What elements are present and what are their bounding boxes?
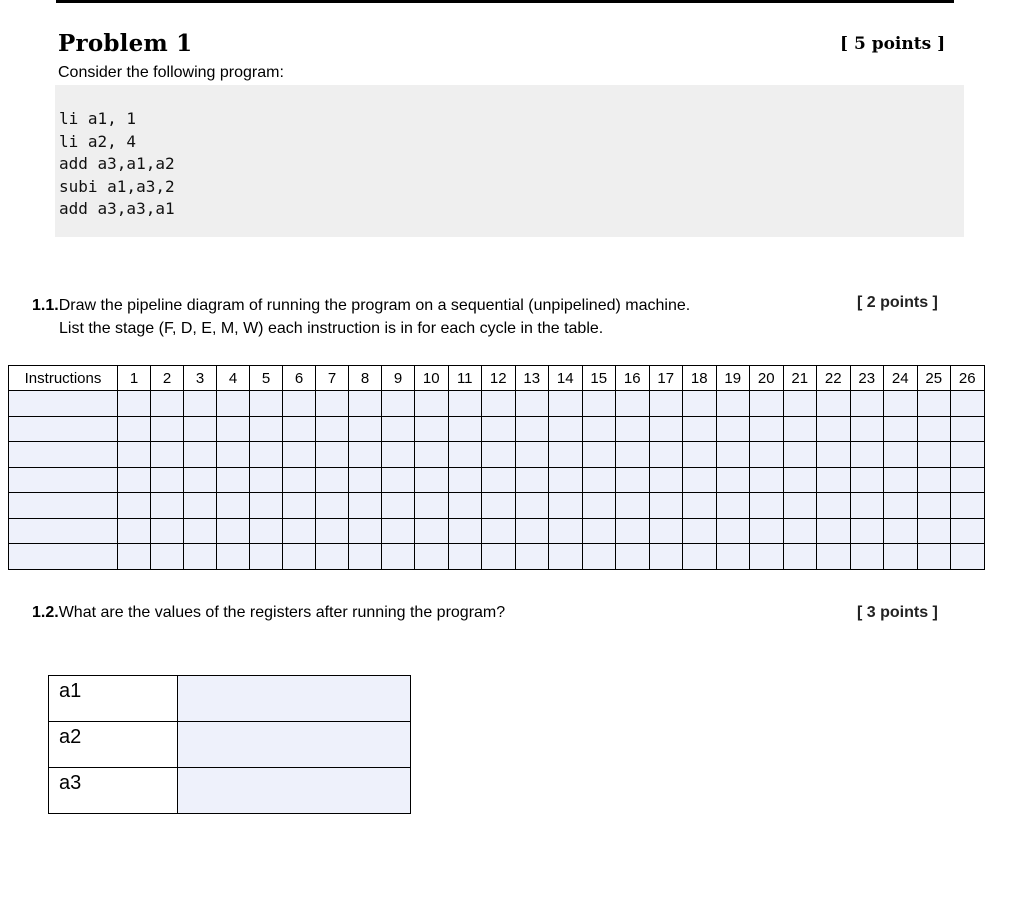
instruction-cell[interactable]	[9, 416, 118, 442]
stage-cell[interactable]	[515, 467, 549, 493]
stage-cell[interactable]	[783, 467, 817, 493]
stage-cell[interactable]	[683, 416, 717, 442]
instructions-header: Instructions	[9, 366, 118, 391]
cycle-header: 25	[917, 366, 951, 391]
cycle-header: 15	[582, 366, 616, 391]
stage-cell[interactable]	[582, 518, 616, 544]
question-1-2-points: [ 3 points ]	[857, 604, 938, 621]
stage-cell[interactable]	[783, 442, 817, 468]
stage-cell[interactable]	[549, 391, 583, 417]
question-number: 1.1.	[32, 297, 59, 314]
question-text: Draw the pipeline diagram of running the program on a sequential (unpipelined) machine.	[58, 297, 691, 314]
stage-cell[interactable]	[283, 391, 316, 417]
cycle-header: 17	[649, 366, 683, 391]
question-text-2: List the stage (F, D, E, M, W) each instruction is in for each cycle in the table.	[59, 320, 604, 337]
register-row	[49, 768, 411, 814]
stage-cell[interactable]	[217, 518, 250, 544]
stage-cell[interactable]	[850, 442, 884, 468]
cycle-header: 3	[184, 366, 217, 391]
stage-cell[interactable]	[817, 467, 851, 493]
stage-cell[interactable]	[716, 544, 750, 570]
stage-cell[interactable]	[783, 416, 817, 442]
code-line: li a1, 1	[59, 109, 137, 128]
stage-cell[interactable]	[151, 416, 184, 442]
stage-cell[interactable]	[884, 416, 918, 442]
stage-cell[interactable]	[649, 416, 683, 442]
stage-cell[interactable]	[917, 442, 951, 468]
stage-cell[interactable]	[951, 518, 985, 544]
stage-cell[interactable]	[817, 518, 851, 544]
stage-cell[interactable]	[316, 391, 349, 417]
stage-cell[interactable]	[649, 442, 683, 468]
stage-cell[interactable]	[316, 544, 349, 570]
stage-cell[interactable]	[549, 467, 583, 493]
stage-cell[interactable]	[151, 442, 184, 468]
stage-cell[interactable]	[482, 442, 516, 468]
question-1-1	[32, 294, 690, 340]
stage-cell[interactable]	[716, 391, 750, 417]
cycle-header: 26	[951, 366, 985, 391]
register-name: a1	[49, 676, 178, 722]
stage-cell[interactable]	[817, 391, 851, 417]
table-row	[9, 442, 985, 468]
stage-cell[interactable]	[616, 442, 650, 468]
stage-cell[interactable]	[184, 493, 217, 519]
stage-cell[interactable]	[448, 493, 482, 519]
stage-cell[interactable]	[382, 442, 415, 468]
stage-cell[interactable]	[850, 391, 884, 417]
stage-cell[interactable]	[616, 467, 650, 493]
stage-cell[interactable]	[283, 416, 316, 442]
stage-cell[interactable]	[415, 493, 449, 519]
stage-cell[interactable]	[515, 544, 549, 570]
table-row	[9, 467, 985, 493]
cycle-header: 14	[549, 366, 583, 391]
table-row	[9, 518, 985, 544]
cycle-header: 2	[151, 366, 184, 391]
pipeline-table	[8, 365, 985, 570]
stage-cell[interactable]	[616, 416, 650, 442]
stage-cell[interactable]	[817, 493, 851, 519]
stage-cell[interactable]	[750, 467, 784, 493]
stage-cell[interactable]	[482, 544, 516, 570]
stage-cell[interactable]	[415, 391, 449, 417]
stage-cell[interactable]	[616, 518, 650, 544]
stage-cell[interactable]	[850, 416, 884, 442]
stage-cell[interactable]	[217, 416, 250, 442]
stage-cell[interactable]	[917, 493, 951, 519]
stage-cell[interactable]	[415, 544, 449, 570]
cycle-header: 12	[482, 366, 516, 391]
stage-cell[interactable]	[283, 518, 316, 544]
stage-cell[interactable]	[482, 391, 516, 417]
stage-cell[interactable]	[415, 442, 449, 468]
question-1-2	[32, 604, 505, 622]
stage-cell[interactable]	[817, 416, 851, 442]
stage-cell[interactable]	[217, 467, 250, 493]
stage-cell[interactable]	[884, 544, 918, 570]
table-header-row	[9, 366, 985, 391]
cycle-header: 6	[283, 366, 316, 391]
stage-cell[interactable]	[783, 493, 817, 519]
problem-intro: Consider the following program:	[58, 64, 284, 81]
stage-cell[interactable]	[283, 493, 316, 519]
stage-cell[interactable]	[382, 416, 415, 442]
stage-cell[interactable]	[482, 416, 516, 442]
stage-cell[interactable]	[683, 544, 717, 570]
cycle-header: 19	[716, 366, 750, 391]
stage-cell[interactable]	[649, 518, 683, 544]
register-row	[49, 676, 411, 722]
stage-cell[interactable]	[649, 391, 683, 417]
stage-cell[interactable]	[884, 518, 918, 544]
register-value-field[interactable]	[178, 676, 411, 722]
stage-cell[interactable]	[616, 391, 650, 417]
stage-cell[interactable]	[250, 391, 283, 417]
problem-title: Problem 1	[58, 30, 193, 57]
stage-cell[interactable]	[217, 493, 250, 519]
cycle-header: 23	[850, 366, 884, 391]
stage-cell[interactable]	[448, 518, 482, 544]
stage-cell[interactable]	[349, 493, 382, 519]
table-row	[9, 493, 985, 519]
stage-cell[interactable]	[750, 544, 784, 570]
stage-cell[interactable]	[316, 416, 349, 442]
stage-cell[interactable]	[151, 493, 184, 519]
stage-cell[interactable]	[448, 416, 482, 442]
stage-cell[interactable]	[649, 467, 683, 493]
stage-cell[interactable]	[582, 391, 616, 417]
stage-cell[interactable]	[549, 493, 583, 519]
instruction-cell[interactable]	[9, 493, 118, 519]
stage-cell[interactable]	[382, 518, 415, 544]
registers-table	[48, 675, 411, 814]
stage-cell[interactable]	[683, 467, 717, 493]
stage-cell[interactable]	[151, 544, 184, 570]
stage-cell[interactable]	[349, 467, 382, 493]
stage-cell[interactable]	[250, 544, 283, 570]
stage-cell[interactable]	[649, 544, 683, 570]
stage-cell[interactable]	[850, 493, 884, 519]
register-name: a3	[49, 768, 178, 814]
stage-cell[interactable]	[250, 442, 283, 468]
stage-cell[interactable]	[750, 493, 784, 519]
stage-cell[interactable]	[951, 442, 985, 468]
stage-cell[interactable]	[118, 518, 151, 544]
stage-cell[interactable]	[316, 467, 349, 493]
stage-cell[interactable]	[817, 442, 851, 468]
stage-cell[interactable]	[349, 544, 382, 570]
stage-cell[interactable]	[783, 391, 817, 417]
stage-cell[interactable]	[250, 493, 283, 519]
cycle-header: 1	[118, 366, 151, 391]
stage-cell[interactable]	[448, 391, 482, 417]
cycle-header: 18	[683, 366, 717, 391]
stage-cell[interactable]	[716, 442, 750, 468]
stage-cell[interactable]	[917, 391, 951, 417]
stage-cell[interactable]	[515, 442, 549, 468]
cycle-header: 13	[515, 366, 549, 391]
code-line: add a3,a3,a1	[59, 199, 175, 218]
stage-cell[interactable]	[151, 467, 184, 493]
instruction-cell[interactable]	[9, 391, 118, 417]
code-line: li a2, 4	[59, 131, 137, 151]
stage-cell[interactable]	[151, 518, 184, 544]
stage-cell[interactable]	[217, 442, 250, 468]
stage-cell[interactable]	[382, 544, 415, 570]
cycle-header: 16	[616, 366, 650, 391]
stage-cell[interactable]	[382, 493, 415, 519]
table-row	[9, 416, 985, 442]
stage-cell[interactable]	[382, 467, 415, 493]
cycle-header: 20	[750, 366, 784, 391]
stage-cell[interactable]	[515, 391, 549, 417]
stage-cell[interactable]	[817, 544, 851, 570]
stage-cell[interactable]	[448, 467, 482, 493]
register-row	[49, 722, 411, 768]
stage-cell[interactable]	[349, 518, 382, 544]
stage-cell[interactable]	[917, 416, 951, 442]
stage-cell[interactable]	[184, 467, 217, 493]
stage-cell[interactable]	[549, 518, 583, 544]
stage-cell[interactable]	[515, 416, 549, 442]
stage-cell[interactable]	[750, 518, 784, 544]
stage-cell[interactable]	[118, 544, 151, 570]
stage-cell[interactable]	[316, 442, 349, 468]
stage-cell[interactable]	[750, 416, 784, 442]
instruction-cell[interactable]	[9, 467, 118, 493]
cycle-header: 5	[250, 366, 283, 391]
stage-cell[interactable]	[184, 518, 217, 544]
cycle-header: 10	[415, 366, 449, 391]
stage-cell[interactable]	[316, 518, 349, 544]
stage-cell[interactable]	[783, 518, 817, 544]
stage-cell[interactable]	[716, 467, 750, 493]
instruction-cell[interactable]	[9, 442, 118, 468]
cycle-header: 7	[316, 366, 349, 391]
stage-cell[interactable]	[951, 416, 985, 442]
stage-cell[interactable]	[582, 416, 616, 442]
stage-cell[interactable]	[683, 493, 717, 519]
stage-cell[interactable]	[616, 493, 650, 519]
stage-cell[interactable]	[683, 442, 717, 468]
stage-cell[interactable]	[184, 416, 217, 442]
stage-cell[interactable]	[884, 467, 918, 493]
stage-cell[interactable]	[283, 544, 316, 570]
stage-cell[interactable]	[415, 518, 449, 544]
table-row	[9, 391, 985, 417]
register-value-field[interactable]	[178, 768, 411, 814]
stage-cell[interactable]	[582, 544, 616, 570]
question-text: What are the values of the registers after running the program?	[58, 604, 506, 621]
stage-cell[interactable]	[683, 391, 717, 417]
stage-cell[interactable]	[515, 518, 549, 544]
code-block	[55, 85, 964, 237]
stage-cell[interactable]	[884, 391, 918, 417]
program-listing	[59, 108, 175, 221]
top-rule	[56, 0, 954, 3]
problem-points: [ 5 points ]	[840, 34, 946, 54]
register-name: a2	[49, 722, 178, 768]
instruction-cell[interactable]	[9, 518, 118, 544]
stage-cell[interactable]	[382, 391, 415, 417]
stage-cell[interactable]	[118, 442, 151, 468]
stage-cell[interactable]	[118, 391, 151, 417]
stage-cell[interactable]	[118, 467, 151, 493]
stage-cell[interactable]	[850, 544, 884, 570]
instruction-cell[interactable]	[9, 544, 118, 570]
stage-cell[interactable]	[151, 391, 184, 417]
stage-cell[interactable]	[283, 442, 316, 468]
stage-cell[interactable]	[716, 518, 750, 544]
stage-cell[interactable]	[716, 416, 750, 442]
stage-cell[interactable]	[683, 518, 717, 544]
code-line: add a3,a1,a2	[59, 154, 175, 173]
stage-cell[interactable]	[250, 467, 283, 493]
stage-cell[interactable]	[951, 544, 985, 570]
stage-cell[interactable]	[349, 416, 382, 442]
stage-cell[interactable]	[217, 544, 250, 570]
cycle-header: 4	[217, 366, 250, 391]
stage-cell[interactable]	[448, 442, 482, 468]
stage-cell[interactable]	[349, 391, 382, 417]
stage-cell[interactable]	[250, 416, 283, 442]
stage-cell[interactable]	[250, 518, 283, 544]
stage-cell[interactable]	[750, 391, 784, 417]
stage-cell[interactable]	[549, 544, 583, 570]
cycle-header: 21	[783, 366, 817, 391]
stage-cell[interactable]	[283, 467, 316, 493]
stage-cell[interactable]	[184, 391, 217, 417]
stage-cell[interactable]	[217, 391, 250, 417]
stage-cell[interactable]	[917, 518, 951, 544]
stage-cell[interactable]	[349, 442, 382, 468]
stage-cell[interactable]	[515, 493, 549, 519]
stage-cell[interactable]	[118, 416, 151, 442]
stage-cell[interactable]	[616, 544, 650, 570]
cycle-header: 24	[884, 366, 918, 391]
stage-cell[interactable]	[118, 493, 151, 519]
question-1-1-points: [ 2 points ]	[857, 294, 938, 311]
stage-cell[interactable]	[184, 442, 217, 468]
cycle-header: 8	[349, 366, 382, 391]
stage-cell[interactable]	[951, 493, 985, 519]
cycle-header: 11	[448, 366, 482, 391]
stage-cell[interactable]	[448, 544, 482, 570]
stage-cell[interactable]	[582, 493, 616, 519]
stage-cell[interactable]	[582, 442, 616, 468]
stage-cell[interactable]	[549, 416, 583, 442]
stage-cell[interactable]	[884, 493, 918, 519]
stage-cell[interactable]	[951, 391, 985, 417]
stage-cell[interactable]	[884, 442, 918, 468]
table-row	[9, 544, 985, 570]
code-line: subi a1,a3,2	[59, 176, 175, 196]
cycle-header: 9	[382, 366, 415, 391]
stage-cell[interactable]	[415, 467, 449, 493]
register-value-field[interactable]	[178, 722, 411, 768]
stage-cell[interactable]	[482, 518, 516, 544]
stage-cell[interactable]	[850, 467, 884, 493]
stage-cell[interactable]	[716, 493, 750, 519]
stage-cell[interactable]	[582, 467, 616, 493]
stage-cell[interactable]	[482, 493, 516, 519]
stage-cell[interactable]	[184, 544, 217, 570]
stage-cell[interactable]	[482, 467, 516, 493]
stage-cell[interactable]	[850, 518, 884, 544]
cycle-header: 22	[817, 366, 851, 391]
stage-cell[interactable]	[917, 544, 951, 570]
stage-cell[interactable]	[750, 442, 784, 468]
question-number: 1.2.	[32, 604, 59, 621]
stage-cell[interactable]	[316, 493, 349, 519]
stage-cell[interactable]	[649, 493, 683, 519]
stage-cell[interactable]	[917, 467, 951, 493]
stage-cell[interactable]	[951, 467, 985, 493]
stage-cell[interactable]	[783, 544, 817, 570]
stage-cell[interactable]	[415, 416, 449, 442]
stage-cell[interactable]	[549, 442, 583, 468]
